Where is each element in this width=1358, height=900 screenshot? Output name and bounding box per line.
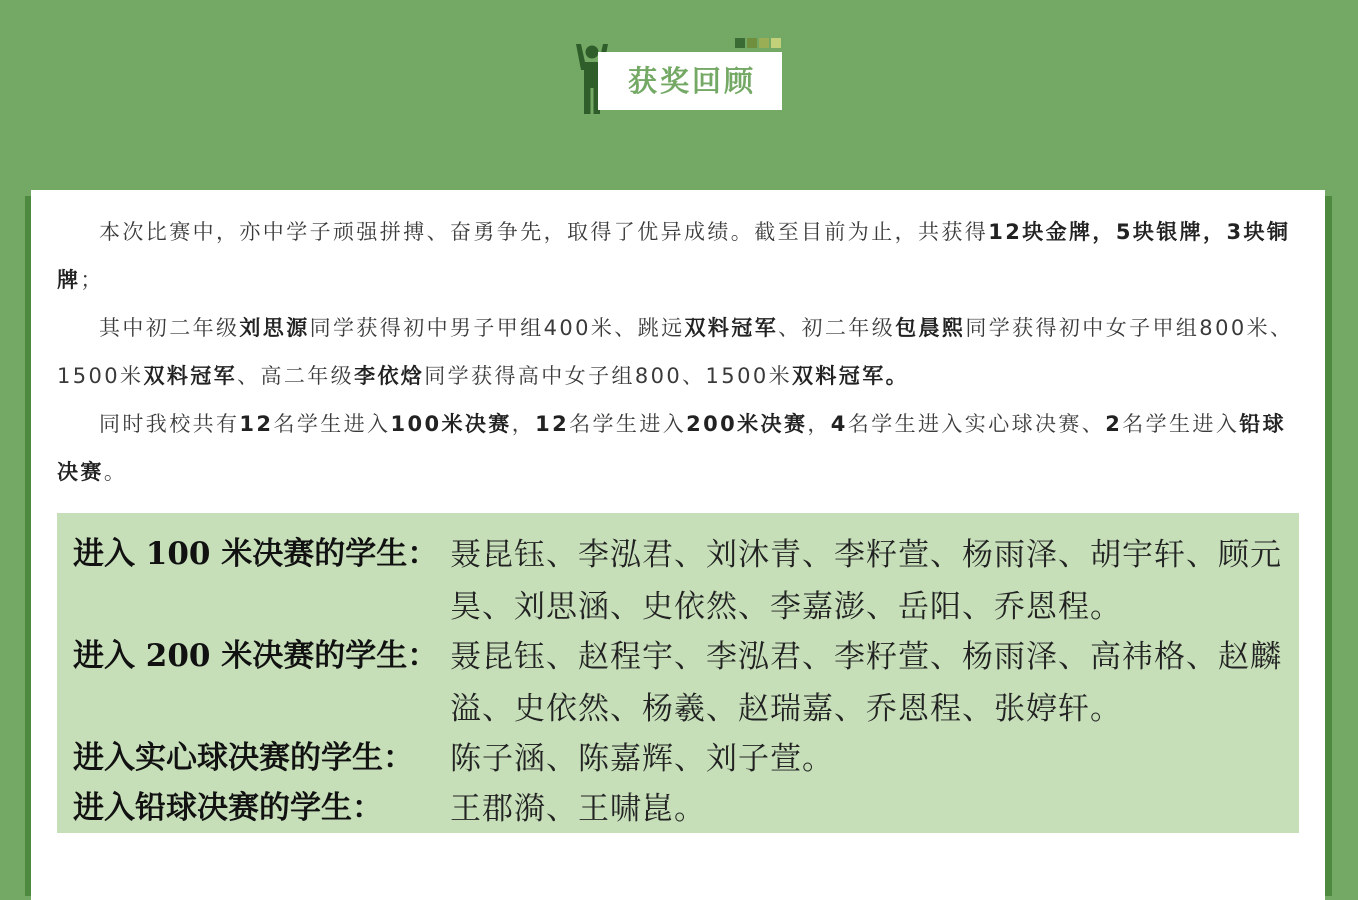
article-body xyxy=(57,208,1302,496)
count-highlight: 12 xyxy=(535,412,570,436)
text-run: 、初二年级 xyxy=(778,316,896,340)
finalists-names: 聂昆钰、赵程宇、李泓君、李籽萱、杨雨泽、高祎格、赵麟溢、史依然、杨羲、赵瑞嘉、乔恩程、张婷轩。 xyxy=(450,639,1282,727)
text-run: 同学获得初中女子甲组800米、1500米 xyxy=(57,316,1294,388)
finalists-names: 陈子涵、陈嘉辉、刘子萱。 xyxy=(450,741,834,777)
text-run: 、高二年级 xyxy=(237,364,355,388)
finalists-label: 进入铅球决赛的学生： xyxy=(73,790,383,826)
text-run: 其中初二年级 xyxy=(99,316,240,340)
event-highlight: 100米决赛 xyxy=(390,412,512,436)
page-title: 获奖回顾 xyxy=(628,64,757,98)
text-run: 。 xyxy=(103,460,128,484)
text-run: 同学获得高中女子组800、1500米 xyxy=(424,364,792,388)
finalists-box xyxy=(57,513,1299,833)
text-run: ， xyxy=(511,412,536,436)
finalists-names: 王郡漪、王啸崑。 xyxy=(450,791,706,827)
finalists-label: 进入 200 米决赛的学生： xyxy=(73,638,439,674)
accent-square xyxy=(771,38,781,48)
text-run: 名学生进入 xyxy=(273,412,391,436)
text-run: 名学生进入 xyxy=(1122,412,1240,436)
title-highlight: 双料冠军 xyxy=(684,316,779,340)
text-run: 同时我校共有 xyxy=(99,412,240,436)
accent-squares xyxy=(735,38,783,48)
paragraph-summary xyxy=(57,208,1302,304)
text-run: 同学获得初中男子甲组400米、跳远 xyxy=(309,316,685,340)
title-box xyxy=(598,52,782,110)
text-run: ； xyxy=(80,268,104,292)
paragraph-finals xyxy=(57,400,1302,496)
text-run: 本次比赛中，亦中学子顽强拼搏、奋勇争先，取得了优异成绩。截至目前为止，共获得 xyxy=(99,220,989,244)
section-header xyxy=(574,38,784,114)
accent-square xyxy=(747,38,757,48)
accent-square xyxy=(759,38,769,48)
count-highlight: 4 xyxy=(830,412,848,436)
paragraph-champions xyxy=(57,304,1302,400)
event-highlight: 200米决赛 xyxy=(686,412,808,436)
accent-square xyxy=(735,38,745,48)
event-highlight: 铅球决赛 xyxy=(57,412,1287,484)
count-highlight: 12 xyxy=(239,412,274,436)
text-run: 名学生进入 xyxy=(569,412,687,436)
count-highlight: 2 xyxy=(1105,412,1123,436)
finalists-names: 聂昆钰、李泓君、刘沐青、李籽萱、杨雨泽、胡宇轩、顾元昊、刘思涵、史依然、李嘉澎、岳阳、乔恩程。 xyxy=(450,537,1282,625)
text-run: ， xyxy=(807,412,831,436)
student-name: 李依焓 xyxy=(354,364,425,388)
title-highlight: 双料冠军。 xyxy=(792,364,909,388)
text-run: 名学生进入实心球决赛、 xyxy=(847,412,1106,436)
student-name: 包晨熙 xyxy=(895,316,966,340)
student-name: 刘思源 xyxy=(239,316,310,340)
medal-count: 12块金牌，5块银牌，3块铜牌 xyxy=(57,220,1291,292)
finalists-label: 进入 100 米决赛的学生： xyxy=(73,536,439,572)
finalists-label: 进入实心球决赛的学生： xyxy=(73,740,414,776)
title-highlight: 双料冠军 xyxy=(143,364,238,388)
